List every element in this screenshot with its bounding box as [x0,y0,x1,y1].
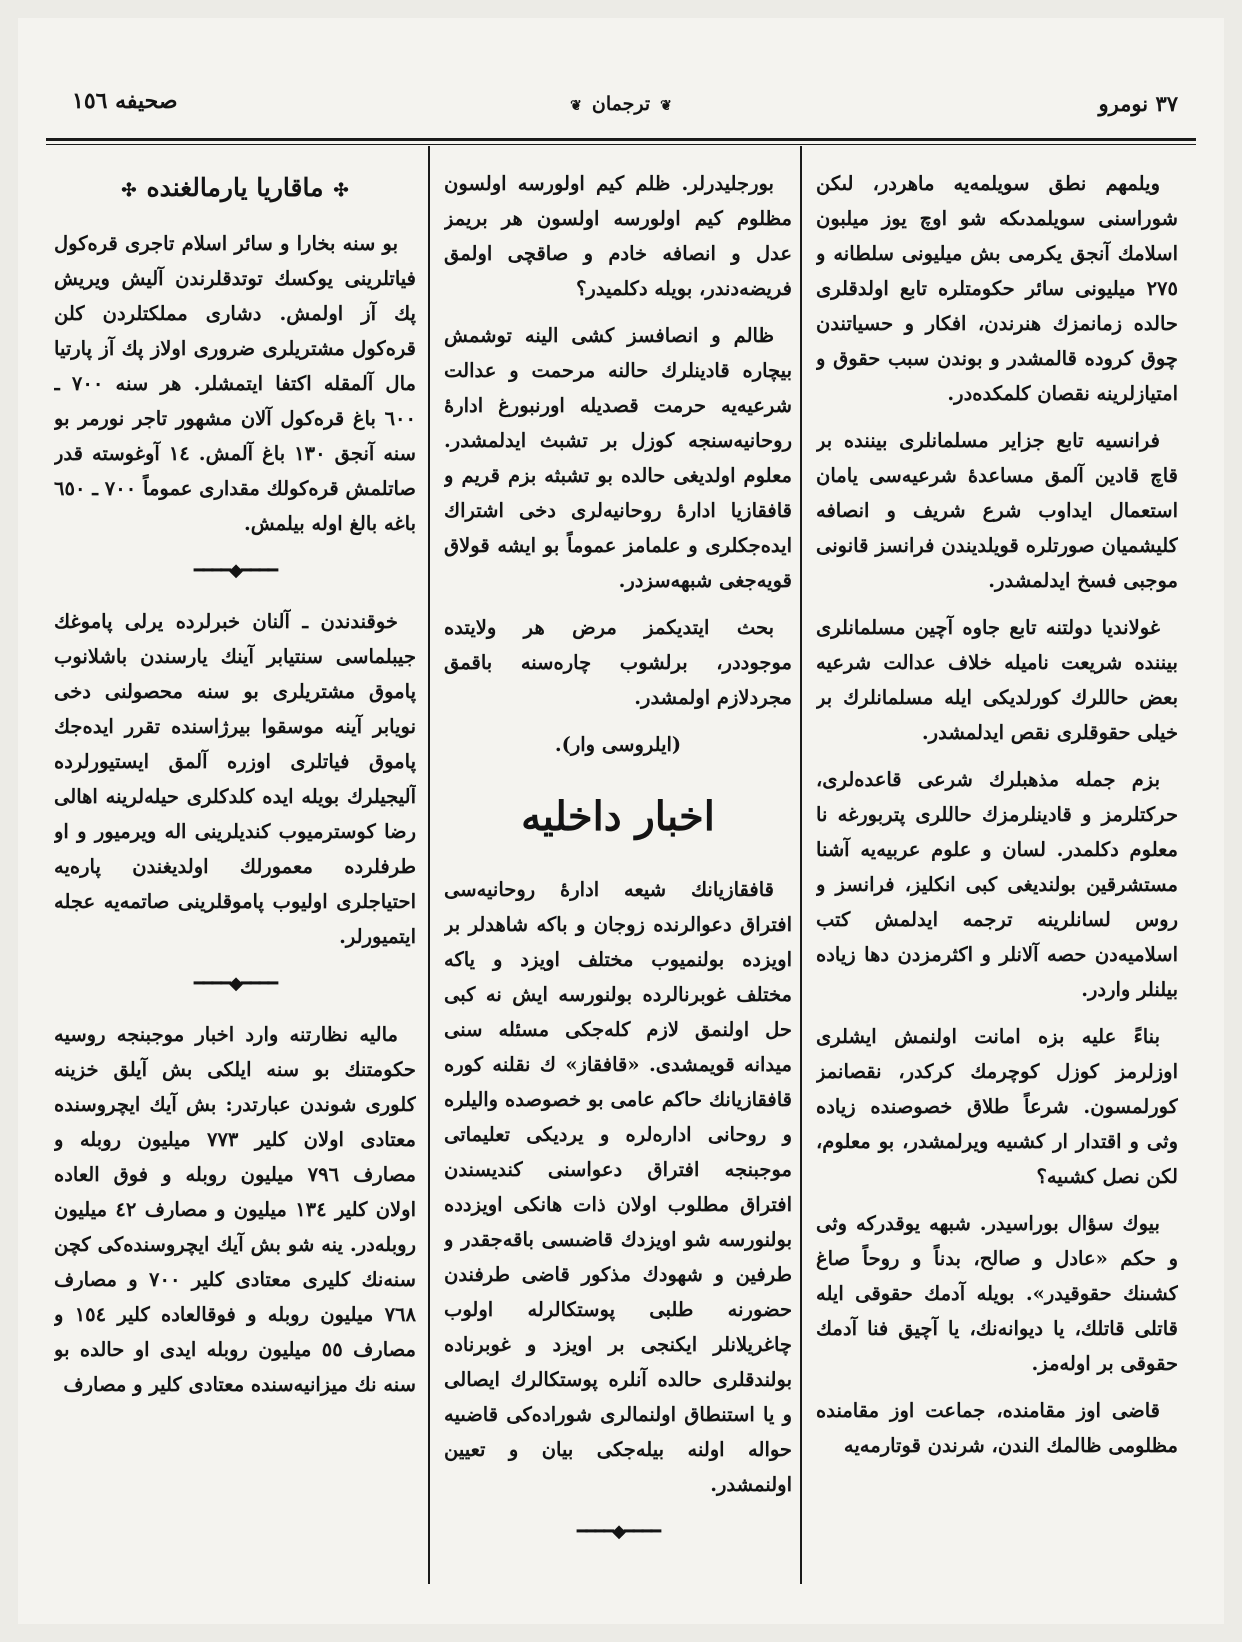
paragraph: بحث ايتديكمز مرض هر ولايتده موجوددر، برلشوب چارەسنه باقمق مجردلازم اولمشدر. [444,616,792,709]
header-rule-thin [46,144,1196,145]
masthead-title: ترجمان [591,93,651,115]
column-right [816,166,1178,1624]
column-middle [444,166,792,1624]
column-left [54,166,416,1624]
article-title-text: ماقاريا يارمالغنده [146,173,324,202]
paragraph: فرانسيه تابع جزاير مسلمانلرى بيننده بر قاچ قادين آلمق مساعدۀ شرعيەسى يامان استعمال ايداوب شرع شريف و انصافه كليشميان صورتلره قويلديندن فرانسز قانونى موجبى فسخ ايدلمشدر. [816,429,1178,592]
continued-note: (ايلروسى وار). [554,733,682,756]
paragraph: قاضى اوز مقامنده، جماعت اوز مقامنده مظلومى ظالمك الندن، شرندن قوتارمەيە [816,1399,1178,1457]
paragraph: بورجليدرلر. ظلم كيم اولورسه اولسون مظلوم كيم اولورسه اولسون هر بريمز عدل و انصافه خادم و صاقچى اولمق فريضەدندر، بويله دكلميدر؟ [444,172,792,300]
paragraph: قافقازيانك شيعه ادارۀ روحانيەسى افتراق دعوالرنده زوجان و باكه شاهدلر بر اويزده بولنميوب مختلف اويزد و ياكه مختلف غوبرنالرده بولنورسه ايش نه كبى حل اولنمق لازم كلەجكى مسئله سنى ميدانه قويمشدى. «قافقاز» ك نقلنه كوره قافقازيانك حاكم عامى بو خصوصده واليلره و روحانى ادارەلره و يرديكى تعليماتى موجبنجه افتراق دعواسنى كنديسندن افتراق مطلوب اولان ذات هانكى اويزدده بولنورسه شو اويزدك قاضىسى باقەجقدر و طرفين و شهودك مذكور قاضى طرفندن حضورنه طلبى پوستكالرله اولوب چاغريلانلر ايكنجى بر اويزد و غوبرناده بولندقلرى حالده آنلره پوستكالرك ايصالى و يا استنطاق اولنمالرى شورادەكى قاضىيه حواله اولنه بيلەجكى بيان و تعيين اولنمشدر. [444,878,792,1496]
section-heading: اخبار داخليه [521,793,715,840]
paragraph: بناءً عليه بزه امانت اولنمش ايشلرى اوزلرمز كوزل كوچرمك كركدر، نقصانمز كورلمسون. شرعاً طلاق خصوصنده زياده وثى و اقتدار ار كشىيه ويرلمشدر، بو معلوم، لكن نصل كشىيه؟ [816,1025,1178,1188]
paragraph: بزم جمله مذهبلرك شرعى قاعدەلرى، حركتلرمز و قادينلرمزك حاللرى پتربورغە نا معلوم دكلمدر. لسان و علوم عربيەيە آشنا مستشرقين بولنديغى كبى انكليز، فرانسز و روس لسانلرينه ترجمه ايدلمش كتب اسلاميەدن حصه آلانلر و اكثرمزدن دها زياده بيلنلر واردر. [816,768,1178,1001]
column-divider [428,146,430,1584]
ornament-icon: ❦ [570,98,582,114]
paragraph: ظالم و انصافسز كشى الينه توشمش بيچاره قادينلرك حالنه مرحمت و عدالت شرعيەيه حرمت قصديله اورنبورغ ادارۀ روحانيەسنجه كوزل بر تشبث ايدلمشدر. معلوم اولديغى حالده بو تشبثه بزم قريم و قافقازيا ادارۀ روحانيەلرى دخى اشتراك ايدەجكلرى و علمامز عموماً بو ايشه قولاق قويەجغى شبهەسزدر. [444,324,792,592]
paragraph: غولانديا دولتنه تابع جاوه آچين مسلمانلرى بيننده شريعت ناميله خلاف عدالت شرعيه بعض حاللرك كورلديكى ايله مسلمانلرك بر خيلى حقوقلرى نقص ايدلمشدر. [816,616,1178,744]
page-number: صحيفه ١٥٦ [72,88,178,114]
paragraph: ويلمهم نطق سويلمەيە ماهردر، لىكن شوراسنى سويلمدىكە شو اوچ يوز ميلبون اسلامك آنجق يكرمى بش ميليونى سلطانه و ٢٧٥ ميليونى سائر حكومتلره تابع اولدقلرى حالده زمانمزك هنرندن، افكار و حسياتندن چوق كروده قالمشدر و بوندن سبب حقوق و امتيازلرينه نقصان كلمكدەدر. [816,172,1178,405]
newspaper-page [18,18,1224,1624]
page-header [46,73,1196,123]
section-divider: ━━━━◆━━━━ [193,973,277,994]
paragraph: خوقندندن ـ آلنان خبرلرده يرلى پاموغك جيبلماسى سنتيابر آينك يارسندن باشلانوب پاموق مشتريلرى بو سنه محصولنى دخى نويابر آينه موسقوا بيرژاسنده تقرر ايدەجك پاموق فياتلرى اوزره آلمق ايستيورلرده آليجيلرك بويله ايده كلدكلرى حيلەلرينه اهالى رضا كوسترميوب كنديلرينى اله ويرميور و او طرفلرده معمورلك اولديغندن پارەيه احتياجلرى اوليوب پاموقلرينى صاتمەيه عجله ايتميورلر. [54,610,416,948]
paragraph: بو سنه بخارا و سائر اسلام تاجرى قرەكول فياتلرينى يوكسك توتدقلرندن آليش ويريش پك آز اولمش. دشارى مملكتلردن كلن قرەكول مشتريلرى ضرورى اولاز پك آز پارتيا مال آلمقله اكتفا ايتمشلر. هر سنه ٧٠٠ ـ ٦٠٠ باغ قرەكول آلان مشهور تاجر نورمر بو سنه آنجق ١٣٠ باغ آلمش. ١٤ آوغوستە قدر صاتلمش قرەكولك مقدارى عموماً ٧٠٠ ـ ٦٥٠ باغه بالغ اوله بيلمش. [54,232,416,535]
ornament-icon: ❦ [660,98,672,114]
article-title [54,170,416,208]
ornament-icon: ✣ [333,180,349,201]
section-divider: ━━━━◆━━━━ [576,1521,660,1542]
paragraph: بيوك سؤال بوراسيدر. شبهه يوقدركه وثى و حكم «عادل و صالح، بدناً و روحاً صاغ كشىنك حقوقيدر». بويله آدمك حقوقى ايله قاتلى قاتلك، يا ديوانەنك، يا آچيق فنا آدمك حقوقى بر اولەمز. [816,1212,1178,1375]
section-divider: ━━━━◆━━━━ [193,560,277,581]
masthead [560,93,682,115]
header-rule [46,138,1196,141]
paragraph: ماليه نظارتنه وارد اخبار موجبنجه روسيه حكومتنك بو سنه ايلكى بش آيلق خزينه كلورى شوندن عبارتدر: بش آيك ايچروسنده معتادى اولان كلير ٧٧٣ ميليون روبله و مصارف ٧٩٦ ميليون روبله و فوق العاده اولان كلير ١٣٤ ميليون و مصارف ٤٢ ميليون روبلەدر. ينه شو بش آيك ايچروسندەكى كچن سنەنك كليرى معتادى كلير ٧٠٠ و مصارف ٧٦٨ ميليون روبله و فوقالعاده كلير ١٥٤ و مصارف ٥٥ ميليون روبله ايدى او حالده بو سنه نك ميزانيەسنده معتادى كلير و مصارف [54,1023,416,1396]
ornament-icon: ✣ [121,180,137,201]
issue-number: ٣٧ نومرو [1098,91,1178,116]
column-divider [800,146,802,1584]
